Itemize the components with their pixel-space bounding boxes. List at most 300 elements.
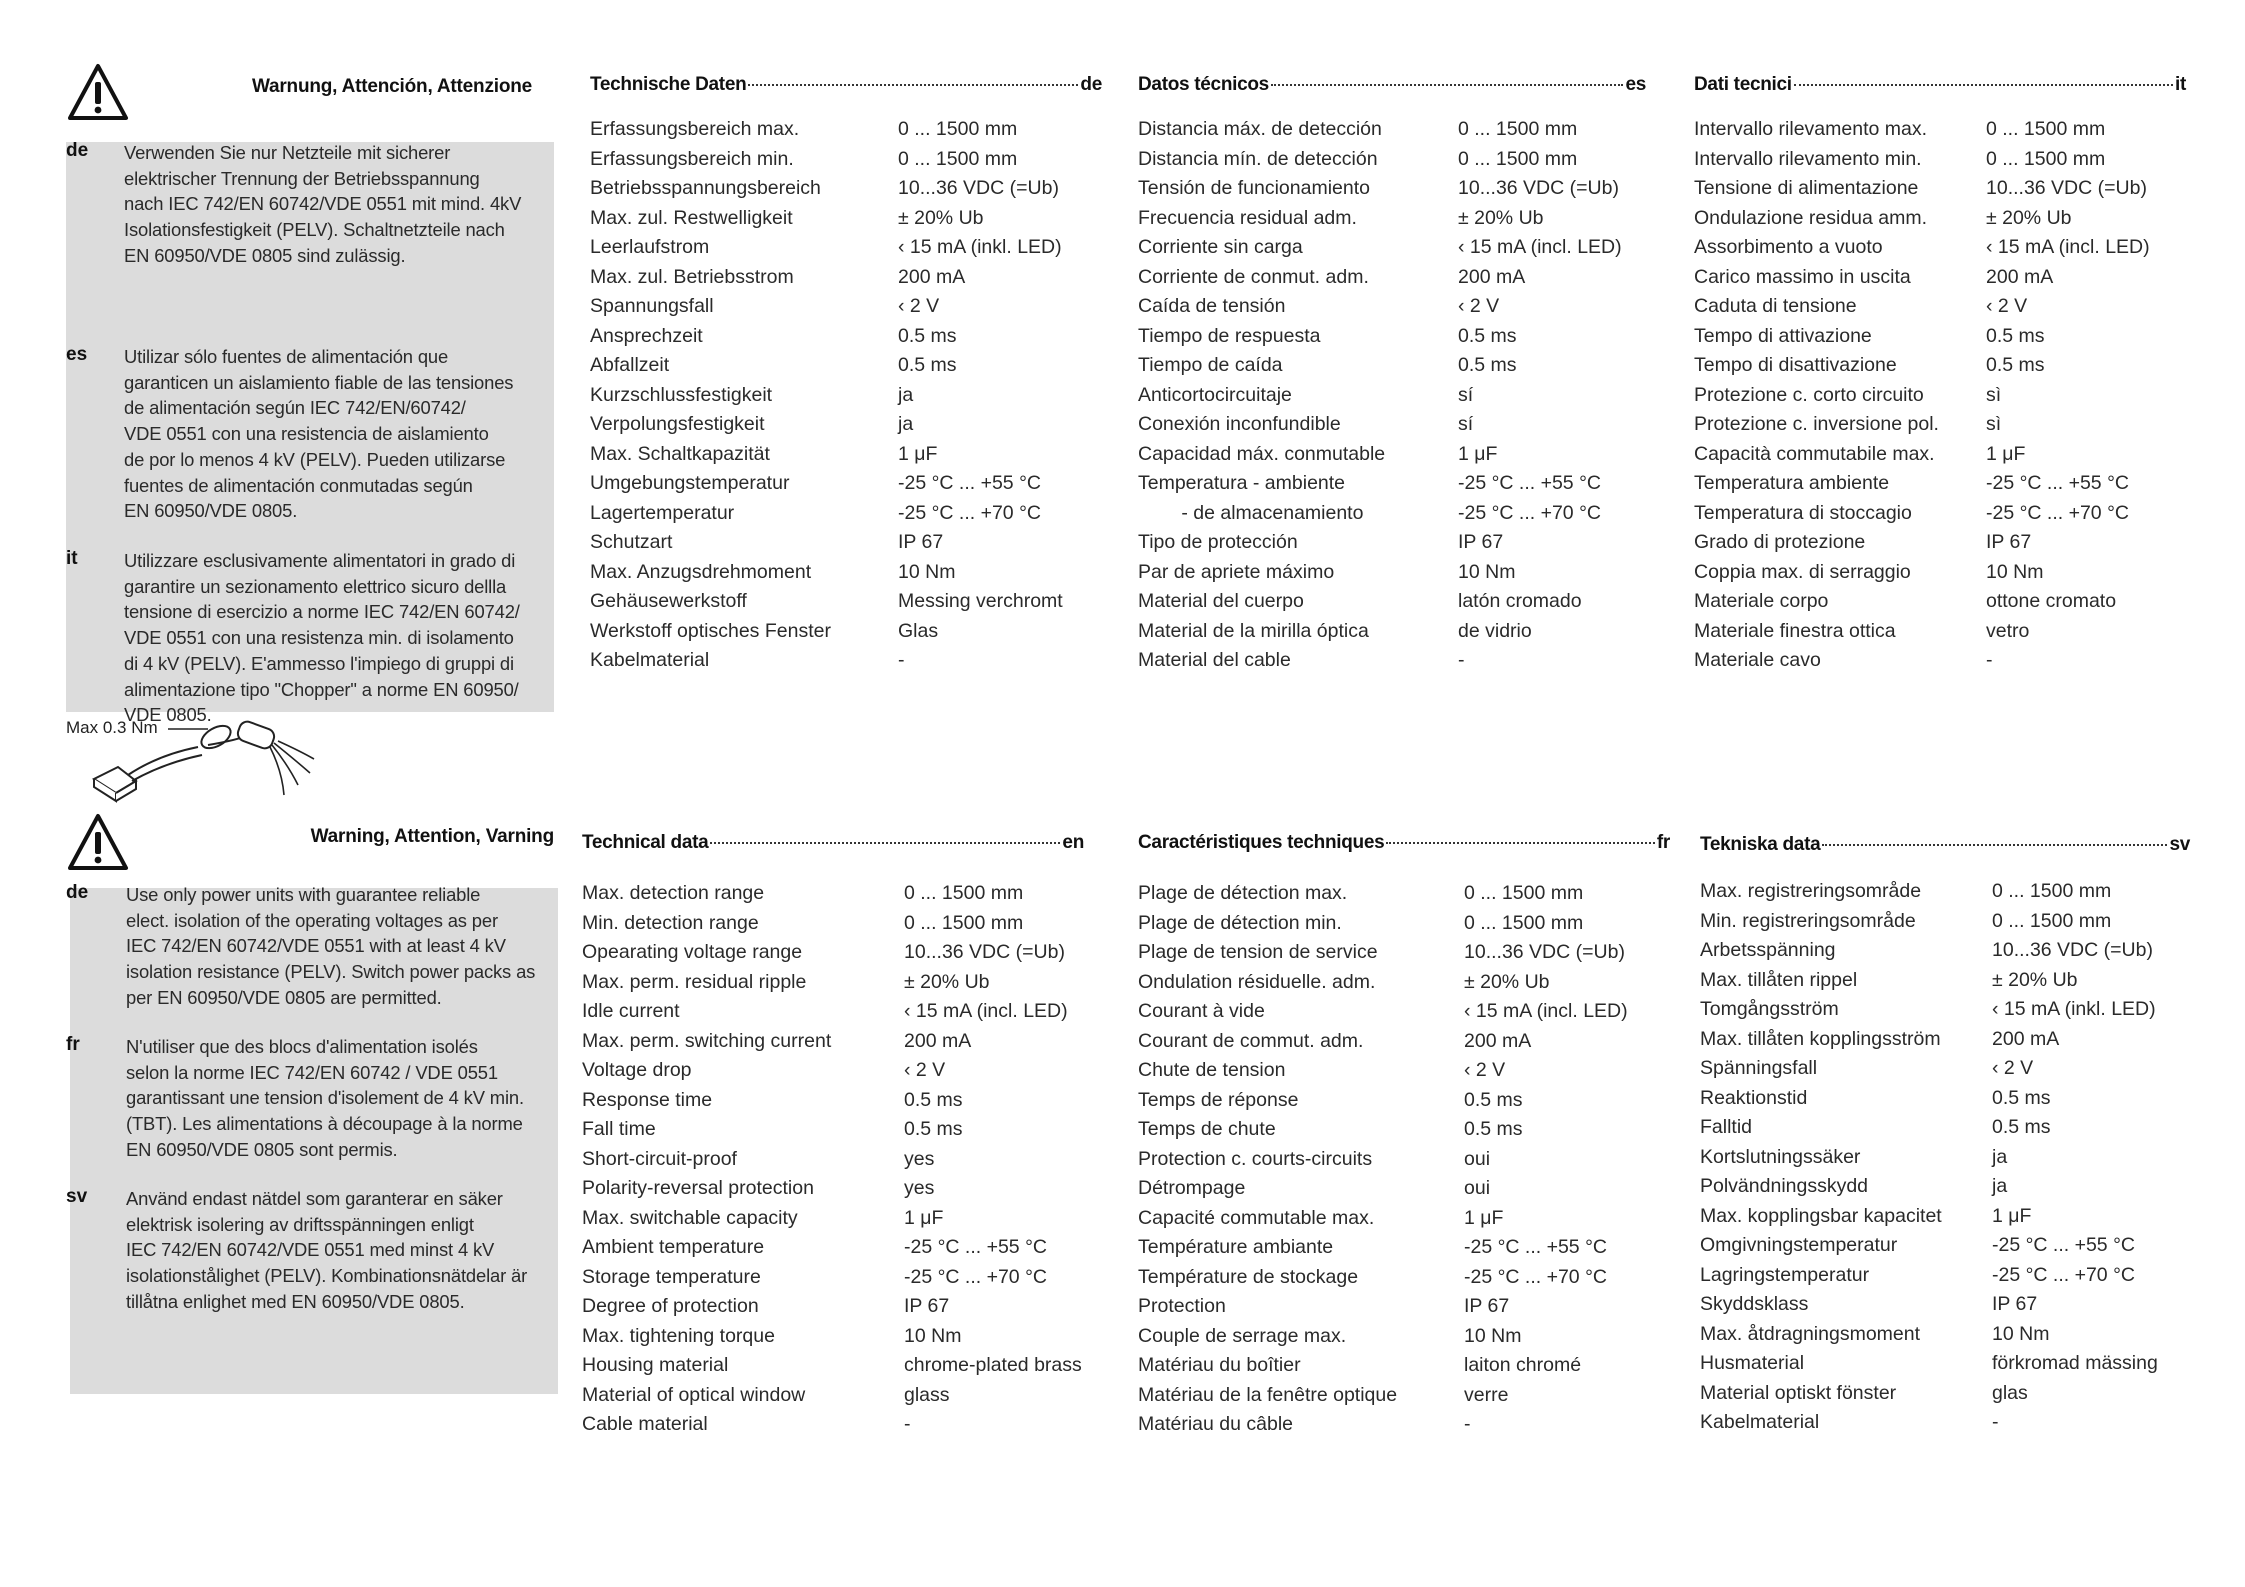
spec-row [1694, 531, 2186, 561]
section-lang-code: de [1080, 74, 1102, 95]
warning-line: EN 60950/VDE 0805 sind zulässig. [124, 244, 406, 266]
warning-lang-code: de [66, 140, 89, 161]
spec-value: ± 20% Ub [898, 206, 984, 229]
spec-row [582, 1266, 1084, 1296]
section-title: Tekniska data [1700, 834, 1821, 855]
spec-row [590, 531, 1102, 561]
spec-row [590, 472, 1102, 502]
spec-value: 10...36 VDC (=Ub) [1992, 939, 2153, 961]
spec-row [1138, 236, 1646, 266]
spec-value: - [898, 649, 905, 671]
spec-label: Corriente sin carga [1138, 236, 1303, 258]
spec-value: ‹ 2 V [1986, 295, 2028, 317]
spec-row [1138, 118, 1646, 148]
spec-row [1138, 502, 1646, 532]
spec-value: sí [1458, 413, 1474, 435]
spec-value: 0.5 ms [1992, 1086, 2051, 1109]
spec-value: IP 67 [1986, 531, 2032, 553]
spec-value: 10...36 VDC (=Ub) [1464, 941, 1625, 963]
spec-value: 0 ... 1500 mm [1464, 882, 1584, 904]
warning-line: elektrischer Trennung der Betriebsspannung [124, 167, 480, 189]
spec-value: 10 Nm [1992, 1322, 2050, 1345]
warning-paragraph [126, 1186, 546, 1315]
spec-label: Max. tillåten rippel [1700, 968, 1858, 991]
spec-row [1700, 969, 2190, 999]
spec-row [1700, 880, 2190, 910]
spec-row [1138, 177, 1646, 207]
spec-row [590, 502, 1102, 532]
warning-line: Utilizar sólo fuentes de alimentación que [124, 346, 449, 367]
spec-label: Distancia máx. de detección [1138, 118, 1382, 140]
spec-label: Plage de tension de service [1138, 941, 1378, 963]
spec-label: Intervallo rilevamento max. [1694, 118, 1928, 140]
spec-value: - [1458, 649, 1465, 671]
spec-value: 0.5 ms [1464, 1088, 1523, 1111]
spec-row [590, 354, 1102, 384]
spec-label: Max. perm. switching current [582, 1029, 832, 1052]
spec-value: 200 mA [1464, 1029, 1532, 1052]
warning-line: tensione di esercizio a norme IEC 742/EN 60742/ [124, 601, 520, 623]
spec-value: 0.5 ms [904, 1118, 963, 1140]
section-title: Caractéristiques techniques [1138, 832, 1385, 853]
spec-row [1138, 1089, 1670, 1119]
spec-value: sí [1458, 383, 1474, 406]
section-header [1138, 832, 1670, 858]
spec-row [1700, 1028, 2190, 1058]
spec-label: Capacité commutable max. [1138, 1206, 1375, 1229]
spec-row [582, 1354, 1084, 1384]
spec-row [1694, 325, 2186, 355]
spec-label: Housing material [582, 1354, 729, 1376]
spec-value: 200 mA [904, 1029, 972, 1052]
spec-value: verre [1464, 1383, 1509, 1406]
warning-line: VDE 0551 con una resistencia de aislamiento [124, 423, 489, 445]
spec-row [582, 941, 1084, 971]
spec-label: Temps de réponse [1138, 1088, 1299, 1111]
warning-line: EN 60950/VDE 0805. [124, 500, 298, 522]
spec-label: Corriente de conmut. adm. [1138, 265, 1369, 288]
spec-label: Max. switchable capacity [582, 1206, 798, 1229]
spec-label: Idle current [582, 1000, 680, 1022]
spec-row [582, 971, 1084, 1001]
spec-row [1694, 148, 2186, 178]
spec-label: Tiempo de caída [1138, 354, 1283, 376]
spec-value: 0.5 ms [1986, 324, 2045, 347]
spec-row [1700, 1116, 2190, 1146]
spec-row [582, 1059, 1084, 1089]
spec-value: ± 20% Ub [1464, 970, 1550, 993]
spec-row [1694, 472, 2186, 502]
spec-row [590, 325, 1102, 355]
spec-value: - [1992, 1411, 1999, 1433]
spec-value: ‹ 2 V [1992, 1057, 2034, 1079]
spec-value: -25 °C ... +55 °C [898, 472, 1041, 494]
spec-row [1138, 971, 1670, 1001]
spec-label: Capacità commutabile max. [1694, 442, 1935, 465]
warning-line: de alimentación según IEC 742/EN/60742/ [124, 397, 466, 419]
spec-value: 0 ... 1500 mm [898, 147, 1018, 170]
spec-label: Response time [582, 1088, 713, 1111]
spec-row [1694, 236, 2186, 266]
warning-line: IEC 742/EN 60742/VDE 0551 med minst 4 kV [126, 1239, 495, 1261]
dotted-leader [1794, 84, 2173, 86]
spec-label: Materiale finestra ottica [1694, 619, 1896, 642]
warning-line: selon la norme IEC 742/EN 60742 / VDE 0551 [126, 1061, 498, 1083]
spec-value: 0 ... 1500 mm [1986, 147, 2106, 170]
spec-value: ± 20% Ub [1458, 206, 1544, 229]
spec-value: -25 °C ... +70 °C [1464, 1265, 1607, 1288]
spec-row [1700, 1323, 2190, 1353]
tech-data-section-es [1138, 74, 1646, 694]
spec-label: Opearating voltage range [582, 941, 803, 963]
section-header [590, 74, 1102, 100]
spec-value: ‹ 2 V [898, 295, 940, 317]
spec-label: Temperatura ambiente [1694, 472, 1890, 494]
section-lang-code: en [1062, 832, 1084, 853]
spec-row [1138, 413, 1646, 443]
spec-row [582, 1030, 1084, 1060]
spec-row [1138, 1118, 1670, 1148]
spec-row [582, 912, 1084, 942]
spec-label: Détrompage [1138, 1177, 1246, 1199]
spec-row [1138, 1384, 1670, 1414]
spec-label: Courant à vide [1138, 1000, 1265, 1022]
spec-value: IP 67 [1458, 531, 1504, 553]
spec-row [1138, 1030, 1670, 1060]
tech-data-section-it [1694, 74, 2186, 694]
spec-value: -25 °C ... +55 °C [1992, 1234, 2135, 1256]
spec-label: Abfallzeit [590, 354, 670, 376]
spec-row [1700, 1293, 2190, 1323]
section-title: Dati tecnici [1694, 74, 1792, 95]
spec-value: latón cromado [1458, 590, 1582, 612]
spec-row [1138, 620, 1646, 650]
spec-label: Material del cable [1138, 649, 1291, 671]
spec-value: 10 Nm [1464, 1324, 1522, 1347]
warning-panel-top [66, 62, 554, 726]
spec-value: -25 °C ... +70 °C [898, 501, 1041, 524]
section-lang-code: it [2174, 74, 2186, 95]
spec-label: Max. tightening torque [582, 1324, 775, 1347]
spec-value: ‹ 15 mA (incl. LED) [904, 1000, 1068, 1022]
spec-row [590, 413, 1102, 443]
warning-paragraph [124, 344, 540, 524]
section-title: Datos técnicos [1138, 74, 1269, 95]
spec-row [582, 1236, 1084, 1266]
spec-label: Arbetsspänning [1700, 939, 1836, 961]
section-lang-code: fr [1656, 832, 1670, 853]
spec-table [1700, 880, 2190, 1441]
spec-row [582, 1295, 1084, 1325]
spec-value: -25 °C ... +55 °C [1458, 472, 1601, 494]
spec-row [582, 1384, 1084, 1414]
spec-value: oui [1464, 1177, 1491, 1199]
spec-label: Max. Schaltkapazität [590, 442, 770, 465]
spec-label: Couple de serrage max. [1138, 1324, 1347, 1347]
spec-row [590, 649, 1102, 679]
spec-value: 0 ... 1500 mm [1458, 147, 1578, 170]
spec-row [1138, 1236, 1670, 1266]
spec-value: ja [898, 413, 914, 435]
spec-row [1700, 998, 2190, 1028]
spec-label: Protezione c. corto circuito [1694, 383, 1924, 406]
spec-label: Tipo de protección [1138, 531, 1298, 553]
section-header [1700, 834, 2190, 860]
spec-row [590, 207, 1102, 237]
warning-line: elect. isolation of the operating voltages as per [126, 909, 498, 931]
spec-value: 0.5 ms [1458, 354, 1517, 376]
spec-label: Grado di protezione [1694, 531, 1866, 553]
spec-row [590, 443, 1102, 473]
spec-label: Temperatura - ambiente [1138, 472, 1346, 494]
spec-label: Short-circuit-proof [582, 1147, 737, 1170]
spec-row [590, 561, 1102, 591]
spec-label: Material optiskt fönster [1700, 1381, 1897, 1404]
dotted-leader [748, 84, 1078, 86]
spec-value: -25 °C ... +70 °C [1986, 501, 2129, 524]
spec-value: 1 μF [1992, 1204, 2032, 1227]
warning-line: Verwenden Sie nur Netzteile mit sicherer [124, 142, 451, 163]
spec-label: Schutzart [590, 531, 673, 553]
spec-row [582, 1207, 1084, 1237]
spec-label: Chute de tension [1138, 1059, 1286, 1081]
spec-value: ottone cromato [1986, 590, 2117, 612]
spec-value: ‹ 2 V [1458, 295, 1500, 317]
spec-value: - [1986, 649, 1993, 671]
spec-label: Tensione di alimentazione [1694, 177, 1919, 199]
spec-value: 10...36 VDC (=Ub) [904, 941, 1065, 963]
spec-label: Protezione c. inversione pol. [1694, 413, 1939, 435]
spec-row [1694, 590, 2186, 620]
spec-row [1700, 1087, 2190, 1117]
spec-label: Max. Anzugsdrehmoment [590, 560, 812, 583]
spec-row [1694, 207, 2186, 237]
warning-lang-code: fr [66, 1034, 80, 1055]
spec-label: Tomgångsström [1700, 998, 1839, 1020]
spec-label: Ansprechzeit [590, 324, 703, 347]
spec-row [1694, 620, 2186, 650]
spec-label: Plage de détection min. [1138, 911, 1342, 934]
spec-value: 0 ... 1500 mm [898, 118, 1018, 140]
spec-row [1138, 882, 1670, 912]
spec-label: Assorbimento a vuoto [1694, 236, 1883, 258]
spec-value: 200 mA [1992, 1027, 2060, 1050]
spec-label: Par de apriete máximo [1138, 560, 1335, 583]
spec-label: Plage de détection max. [1138, 882, 1348, 904]
spec-label: Matériau du boîtier [1138, 1354, 1301, 1376]
spec-row [590, 148, 1102, 178]
spec-label: Caduta di tensione [1694, 295, 1857, 317]
spec-row [582, 882, 1084, 912]
warning-paragraph [124, 548, 540, 728]
spec-value: 1 μF [1464, 1206, 1504, 1229]
spec-row [1138, 561, 1646, 591]
dotted-leader [1271, 84, 1624, 86]
warning-line: garanticen un aislamiento fiable de las tensiones [124, 371, 514, 393]
warning-line: EN 60950/VDE 0805 sont permis. [126, 1138, 398, 1160]
dotted-leader [710, 842, 1060, 844]
spec-value: förkromad mässing [1992, 1352, 2158, 1374]
spec-row [1694, 649, 2186, 679]
spec-row [1694, 177, 2186, 207]
spec-label: Matériau du câble [1138, 1413, 1294, 1435]
warning-line: VDE 0805. [124, 704, 212, 726]
spec-row [582, 1089, 1084, 1119]
spec-value: ja [1992, 1145, 2008, 1168]
spec-value: 10 Nm [898, 560, 956, 583]
spec-value: vetro [1986, 619, 2030, 642]
spec-label: Max. detection range [582, 882, 765, 904]
spec-value: ‹ 15 mA (inkl. LED) [898, 236, 1062, 258]
spec-row [590, 590, 1102, 620]
spec-value: 200 mA [1986, 265, 2054, 288]
spec-value: IP 67 [904, 1295, 950, 1317]
spec-label: Kortslutningssäker [1700, 1145, 1861, 1168]
spec-value: 10...36 VDC (=Ub) [898, 177, 1059, 199]
spec-value: sì [1986, 413, 2002, 435]
spec-label: Material of optical window [582, 1383, 806, 1406]
spec-label: Cable material [582, 1413, 708, 1435]
spec-row [1138, 1000, 1670, 1030]
spec-row [1694, 118, 2186, 148]
spec-value: ja [1992, 1175, 2008, 1197]
spec-row [582, 1177, 1084, 1207]
spec-value: ‹ 15 mA (incl. LED) [1464, 1000, 1628, 1022]
cable-connector-icon [88, 715, 318, 815]
spec-label: Material del cuerpo [1138, 590, 1304, 612]
spec-label: Ondulazione residua amm. [1694, 206, 1928, 229]
spec-row [1138, 531, 1646, 561]
spec-label: Materiale cavo [1694, 649, 1821, 671]
spec-label: Falltid [1700, 1116, 1753, 1138]
spec-value: 10 Nm [1986, 560, 2044, 583]
section-title: Technische Daten [590, 74, 747, 95]
spec-value: de vidrio [1458, 619, 1532, 642]
spec-label: Frecuencia residual adm. [1138, 206, 1357, 229]
spec-value: IP 67 [1464, 1295, 1510, 1317]
spec-row [1138, 649, 1646, 679]
spec-label: Ondulation résiduelle. adm. [1138, 970, 1376, 993]
spec-value: Glas [898, 619, 939, 642]
spec-row [1694, 384, 2186, 414]
spec-row [1138, 148, 1646, 178]
spec-label: Matériau de la fenêtre optique [1138, 1383, 1398, 1406]
spec-value: laiton chromé [1464, 1354, 1582, 1376]
spec-label: Température de stockage [1138, 1265, 1359, 1288]
warning-header [66, 812, 554, 882]
spec-label: Umgebungstemperatur [590, 472, 790, 494]
spec-label: Courant de commut. adm. [1138, 1029, 1364, 1052]
spec-row [1138, 1059, 1670, 1089]
spec-label: Omgivningstemperatur [1700, 1234, 1898, 1256]
spec-value: IP 67 [1992, 1293, 2038, 1315]
spec-value: 0.5 ms [1464, 1118, 1523, 1140]
spec-value: glass [904, 1383, 950, 1406]
spec-label: Protection c. courts-circuits [1138, 1147, 1373, 1170]
spec-label: Tensión de funcionamiento [1138, 177, 1370, 199]
spec-table [1138, 882, 1670, 1443]
spec-row [1138, 1325, 1670, 1355]
spec-value: ± 20% Ub [904, 970, 990, 993]
spec-row [1700, 1382, 2190, 1412]
spec-label: Material de la mirilla óptica [1138, 619, 1369, 642]
spec-value: ‹ 15 mA (incl. LED) [1458, 236, 1622, 258]
spec-label: Polarity-reversal protection [582, 1177, 814, 1199]
spec-value: 0.5 ms [898, 324, 957, 347]
spec-value: 1 μF [898, 442, 938, 465]
spec-row [582, 1000, 1084, 1030]
spec-value: yes [904, 1147, 935, 1170]
spec-row [1138, 1266, 1670, 1296]
spec-row [590, 620, 1102, 650]
spec-row [1700, 1352, 2190, 1382]
spec-label: Capacidad máx. conmutable [1138, 442, 1386, 465]
spec-value: IP 67 [898, 531, 944, 553]
spec-row [1138, 354, 1646, 384]
spec-label: Tempo di attivazione [1694, 324, 1872, 347]
spec-row [1138, 1207, 1670, 1237]
spec-row [1694, 266, 2186, 296]
spec-row [590, 266, 1102, 296]
warning-line: isolation resistance (PELV). Switch power packs as [126, 961, 536, 983]
tech-data-section-sv [1700, 834, 2190, 1454]
warning-line: alimentazione tipo "Chopper" a norme EN 60950/ [124, 678, 519, 700]
spec-label: Min. detection range [582, 911, 759, 934]
spec-value: sì [1986, 383, 2002, 406]
spec-value: - [1464, 1413, 1471, 1435]
spec-label: Skyddsklass [1700, 1293, 1809, 1315]
spec-label: Polvändningsskydd [1700, 1175, 1869, 1197]
warning-line: Use only power units with guarantee reliable [126, 884, 481, 905]
spec-label: Distancia mín. de detección [1138, 147, 1378, 170]
warning-line: garantissant une tension d'isolement de 4 kV min. [126, 1087, 524, 1109]
warning-panel-bottom [66, 812, 554, 1394]
spec-row [582, 1118, 1084, 1148]
spec-row [1694, 413, 2186, 443]
spec-label: Ambient temperature [582, 1236, 765, 1258]
section-lang-code: es [1625, 74, 1646, 95]
spec-label: Spannungsfall [590, 295, 714, 317]
spec-label: Werkstoff optisches Fenster [590, 619, 831, 642]
spec-value: -25 °C ... +55 °C [904, 1236, 1047, 1258]
spec-value: 1 μF [904, 1206, 944, 1229]
spec-row [590, 384, 1102, 414]
spec-label: Degree of protection [582, 1295, 759, 1317]
spec-row [1138, 1177, 1670, 1207]
spec-row [1700, 1411, 2190, 1441]
spec-value: oui [1464, 1147, 1491, 1170]
spec-value: 0 ... 1500 mm [1992, 909, 2112, 932]
warning-paragraph [124, 140, 540, 269]
section-header [582, 832, 1084, 858]
spec-value: 0.5 ms [1986, 354, 2045, 376]
spec-row [582, 1325, 1084, 1355]
dotted-leader [1822, 844, 2167, 846]
spec-value: ± 20% Ub [1986, 206, 2072, 229]
spec-row [1138, 1354, 1670, 1384]
spec-value: glas [1992, 1381, 2028, 1404]
spec-label: Max. åtdragningsmoment [1700, 1322, 1921, 1345]
spec-label: Materiale corpo [1694, 590, 1829, 612]
spec-value: ‹ 2 V [904, 1059, 946, 1081]
warning-line: de por lo menos 4 kV (PELV). Pueden utilizarse [124, 448, 506, 470]
tech-data-section-en [582, 832, 1084, 1452]
spec-label: Temps de chute [1138, 1118, 1276, 1140]
warning-paragraph [126, 1034, 546, 1163]
spec-row [590, 295, 1102, 325]
spec-label: Kurzschlussfestigkeit [590, 383, 773, 406]
spec-label: Tiempo de respuesta [1138, 324, 1321, 347]
